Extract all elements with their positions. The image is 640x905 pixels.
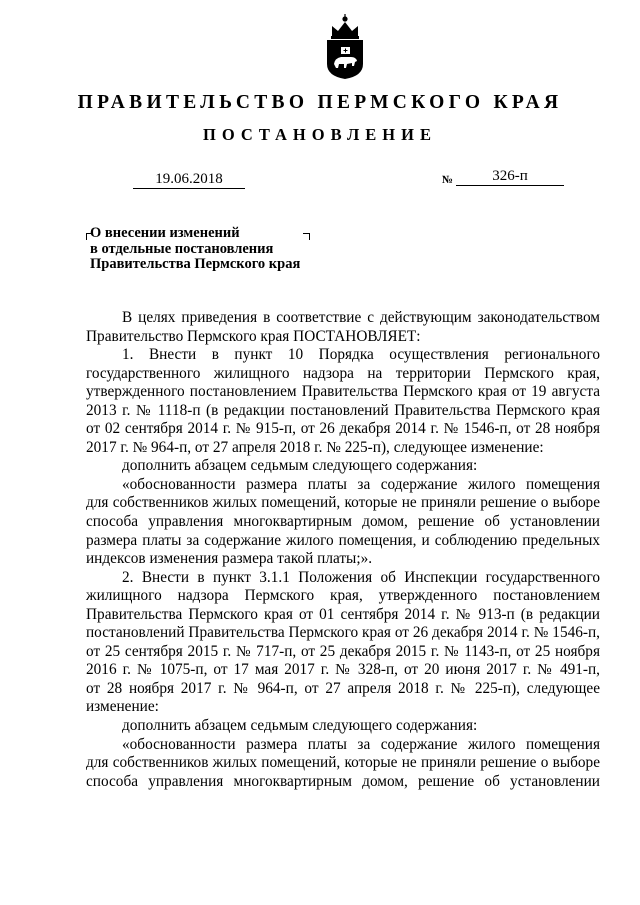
subject-line: Правительства Пермского края: [90, 256, 301, 272]
government-title: ПРАВИТЕЛЬСТВО ПЕРМСКОГО КРАЯ: [77, 92, 563, 113]
body-line: 2016 г. № 1075-п, от 17 мая 2017 г. № 328-п, от 20 июня 2017 г. № 491-п,: [86, 661, 600, 679]
body-line: размера платы за содержание жилого помещения, и соблюдению предельных: [86, 531, 600, 549]
body-line: 2013 г. № 1118-п (в редакции постановлений Правительства Пермского края: [86, 401, 600, 419]
body-line: изменение:: [86, 698, 159, 716]
body-line: для собственников жилых помещений, которые не приняли решение о выборе: [86, 494, 600, 512]
body-line: 2017 г. № 964-п, от 27 апреля 2018 г. № 225-п), следующее изменение:: [86, 438, 544, 456]
body-line: дополнить абзацем седьмым следующего содержания:: [122, 717, 478, 735]
document-number: 326-п: [456, 167, 564, 186]
body-line: для собственников жилых помещений, которые не приняли решение о выборе: [86, 754, 600, 772]
body-line: Правительство Пермского края ПОСТАНОВЛЯЕТ:: [86, 327, 421, 345]
document-type: ПОСТАНОВЛЕНИЕ: [203, 125, 437, 144]
document-subject: [90, 226, 330, 273]
body-line: способа управления многоквартирным домом, решение об установлении: [86, 772, 600, 790]
body-line: от 28 ноября 2017 г. № 964-п, от 27 апреля 2018 г. № 225-п), следующее: [86, 679, 600, 697]
body-line: «обоснованности размера платы за содержание жилого помещения: [122, 735, 600, 753]
body-line: Правительства Пермского края от 01 сентября 2014 г. № 913-п (в редакции: [86, 605, 600, 623]
body-line: способа управления многоквартирным домом, решение об установлении: [86, 513, 600, 531]
body-line: от 25 сентября 2015 г. № 717-п, от 25 декабря 2015 г. № 1143-п, от 25 ноября: [86, 642, 600, 660]
body-line: дополнить абзацем седьмым следующего содержания:: [122, 457, 478, 475]
body-line: «обоснованности размера платы за содержание жилого помещения: [122, 475, 600, 493]
body-line: постановлений Правительства Пермского края от 26 декабря 2014 г. № 1546-п,: [86, 624, 600, 642]
body-line: утвержденного постановлением Правительства Пермского края от 19 августа: [86, 383, 600, 401]
document-body: [86, 309, 600, 791]
body-line: 1. Внести в пункт 10 Порядка осуществления регионального: [122, 346, 600, 364]
body-line: жилищного надзора Пермского края, утвержденного постановлением: [86, 587, 600, 605]
body-line: государственного жилищного надзора на территории Пермского края,: [86, 364, 600, 382]
body-line: В целях приведения в соответствие с действующим законодательством: [122, 309, 600, 326]
body-line: от 02 сентября 2014 г. № 915-п, от 26 декабря 2014 г. № 1546-п, от 28 ноября: [86, 420, 600, 438]
subject-line: О внесении изменений: [90, 225, 240, 241]
subject-line: в отдельные постановления: [90, 240, 274, 257]
body-line: 2. Внести в пункт 3.1.1 Положения об Инспекции государственного: [122, 568, 600, 586]
coat-of-arms-emblem: [325, 14, 365, 80]
body-line: индексов изменения размера такой платы;».: [86, 550, 373, 568]
document-date: 19.06.2018: [133, 170, 245, 189]
number-sign: №: [442, 174, 454, 186]
